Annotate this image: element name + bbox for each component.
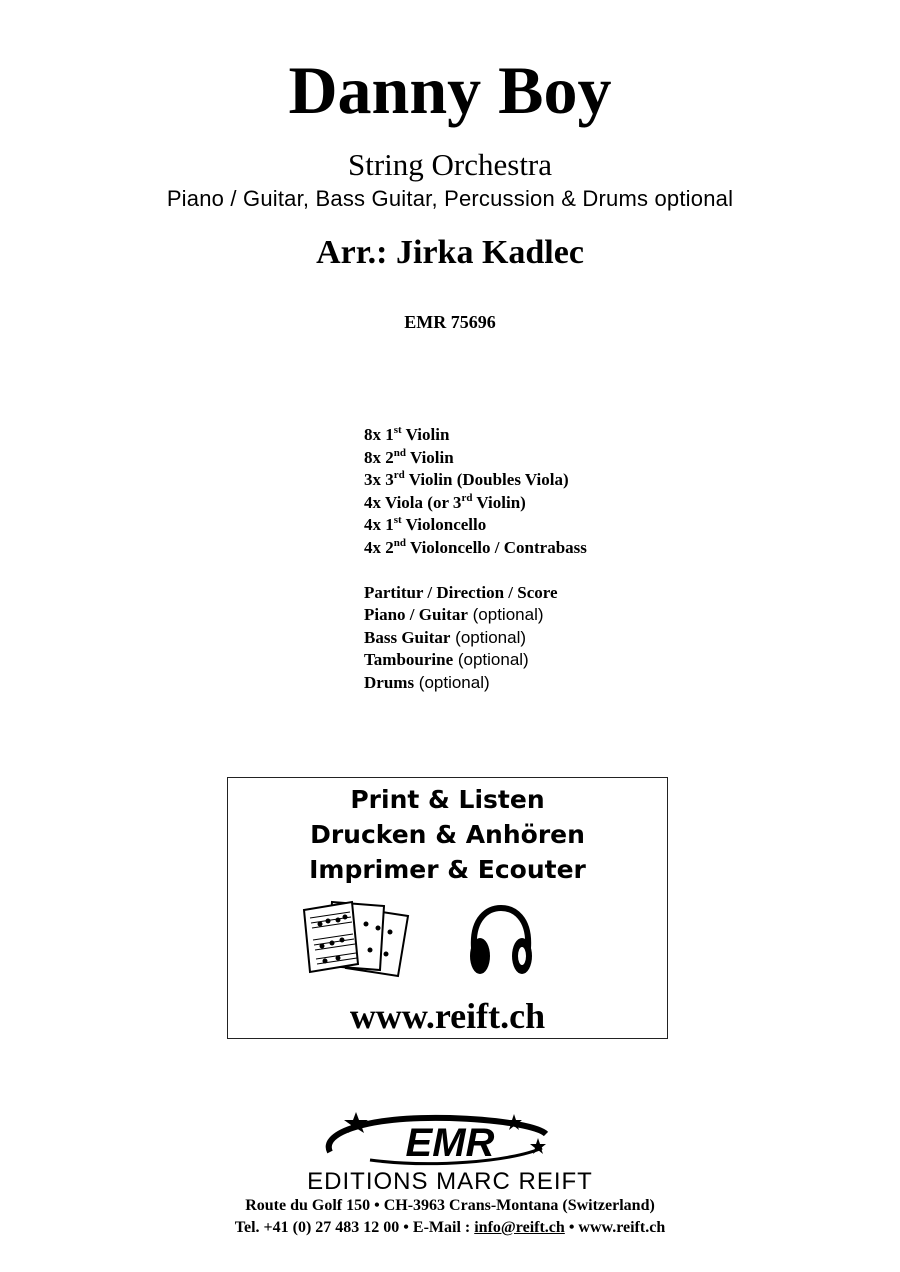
email-link[interactable]: info@reift.ch [474,1219,565,1236]
ensemble-subtitle: String Orchestra [347,147,553,182]
page-title: Danny Boy [288,52,612,128]
part-line: 3x 3rd Violin (Doubles Viola) [364,469,569,489]
promo-line-fr: Imprimer & Ecouter [309,855,586,884]
emr-logo [310,1110,590,1168]
publisher-address: Route du Golf 150 • CH-3963 Crans-Montana (Switzerland) [245,1197,655,1214]
extra-part-line: Drums (optional) [364,672,490,692]
contact-phone: Tel. +41 (0) 27 483 12 00 • E-Mail : [234,1219,475,1236]
website-link[interactable]: www.reift.ch [349,996,546,1036]
extra-part-line: Piano / Guitar (optional) [364,605,544,624]
part-line: 4x Viola (or 3rd Violin) [364,491,526,512]
extra-part-line: Partitur / Direction / Score [364,582,558,602]
parts-list [364,424,587,694]
contact-web[interactable]: • www.reift.ch [564,1219,666,1236]
extra-part-line: Tambourine (optional) [364,650,529,669]
publisher-contact [0,1218,900,1238]
promo-line-en: Print & Listen [350,785,545,814]
extra-part-line: Bass Guitar (optional) [364,627,527,647]
print-listen-box [227,777,668,1039]
arranger: Arr.: Jirka Kadlec [316,234,584,271]
part-line: 4x 1st Violoncello [364,514,487,534]
publisher-name: EDITIONS MARC REIFT [307,1168,593,1195]
headphones-icon [466,904,536,978]
optional-instruments: Piano / Guitar, Bass Guitar, Percussion & Drums optional [166,186,734,211]
part-line: 4x 2nd Violoncello / Contrabass [364,536,587,557]
sheet-music-icon [300,898,412,978]
logo-emr-text: EMR [405,1121,495,1165]
part-line: 8x 1st Violin [364,424,450,444]
promo-line-de: Drucken & Anhören [310,820,585,849]
part-line: 8x 2nd Violin [364,446,454,467]
catalog-number: EMR 75696 [404,312,496,332]
